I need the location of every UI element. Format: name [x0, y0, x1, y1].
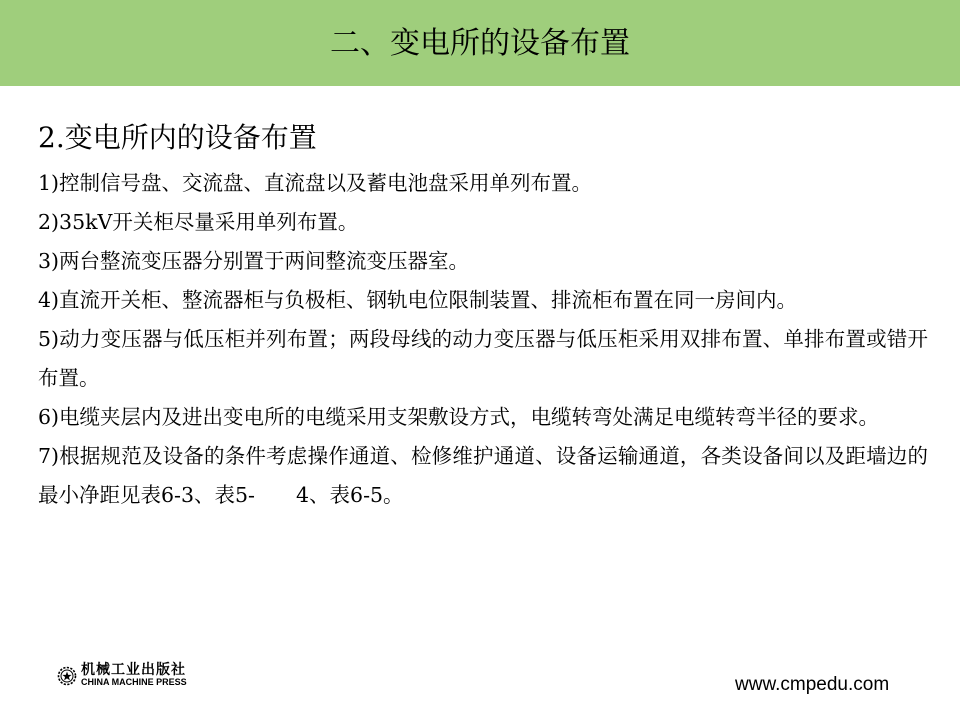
content-area [38, 118, 928, 515]
website-url: www.cmpedu.com [735, 674, 890, 695]
list-item-2: 2)35kV开关柜尽量采用单列布置。 [38, 210, 359, 234]
list-item-5: 5)动力变压器与低压柜并列布置；两段母线的动力变压器与低压柜采用双排布置、单排布置或错开布置。 [38, 327, 928, 390]
section-subheading: 2.变电所内的设备布置 [38, 121, 317, 154]
list-item-3: 3)两台整流变压器分别置于两间整流变压器室。 [38, 249, 470, 273]
gear-star-icon [57, 666, 77, 686]
slide-title: 二、变电所的设备布置 [330, 26, 630, 61]
publisher-name-cn: 机械工业出版社 [81, 662, 186, 678]
publisher-name-en: CHINA MACHINE PRESS [81, 677, 187, 687]
list-item-4: 4)直流开关柜、整流器柜与负极柜、钢轨电位限制装置、排流柜布置在同一房间内。 [38, 288, 798, 312]
list-item-7: 7)根据规范及设备的条件考虑操作通道、检修维护通道、设备运输通道，各类设备间以及距墙边的最小净距见表6-3、表5- 4、表6-5。 [38, 444, 928, 507]
publisher-logo [57, 663, 187, 688]
list-item-6: 6)电缆夹层内及进出变电所的电缆采用支架敷设方式，电缆转弯处满足电缆转弯半径的要求。 [38, 405, 880, 429]
list-item-1: 1)控制信号盘、交流盘、直流盘以及蓄电池盘采用单列布置。 [38, 171, 593, 195]
